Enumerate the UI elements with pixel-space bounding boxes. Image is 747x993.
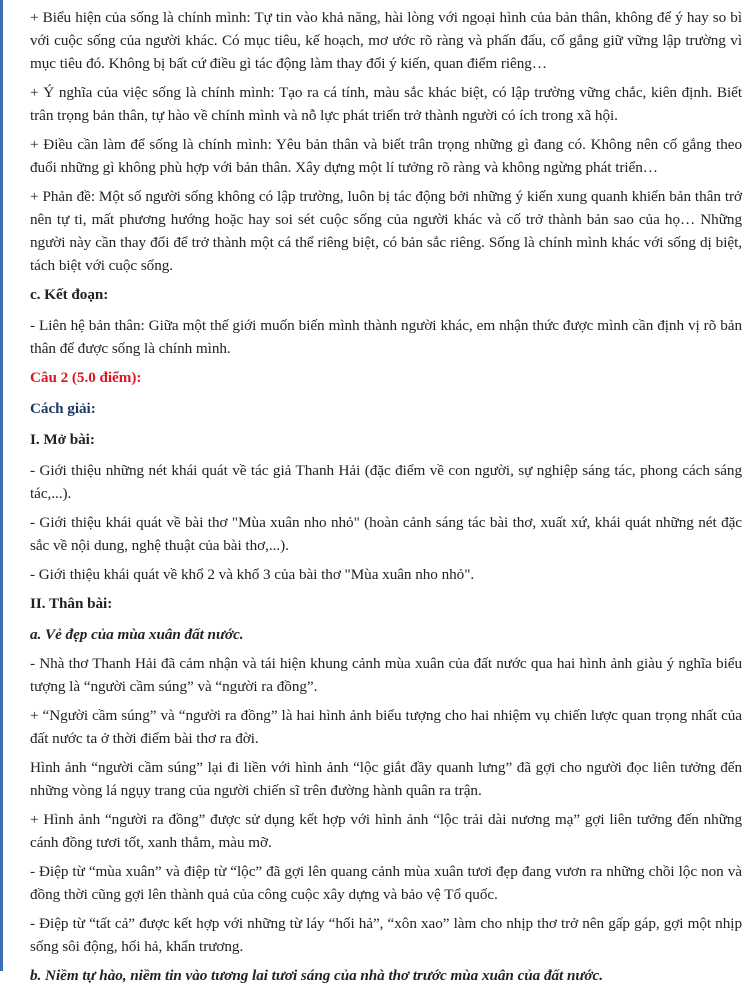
heading-than-bai: II. Thân bài: xyxy=(30,595,113,612)
paragraph-cam-nhan: - Nhà thơ Thanh Hải đã cảm nhận và tái hiện khung cảnh mùa xuân của đất nước qua hai hình ảnh giàu ý nghĩa biểu tượng là “người cầm súng” và “người ra đồng”. xyxy=(30,655,742,695)
paragraph-hai-hinh-anh: + “Người cầm súng” và “người ra đồng” là hai hình ảnh biểu tượng cho hai nhiệm vụ chiến lược quan trọng nhất của đất nước ta ở thời điểm bài thơ ra đời. xyxy=(30,707,742,747)
paragraph-nguoi-ra-dong: + Hình ảnh “người ra đồng” được sử dụng kết hợp với hình ảnh “lộc trải dài nương mạ” gợi liên tưởng đến những cánh đồng tươi tốt, xanh thẳm, màu mỡ. xyxy=(30,811,742,851)
heading-niem-tu-hao: b. Niềm tự hào, niềm tin vào tương lai tươi sáng của nhà thơ trước mùa xuân của đất nước. xyxy=(30,967,603,984)
paragraph-gioi-thieu-kho: - Giới thiệu khái quát về khổ 2 và khổ 3 của bài thơ "Mùa xuân nho nhỏ". xyxy=(30,566,475,583)
heading-mo-bai: I. Mở bài: xyxy=(30,431,95,448)
paragraph-y-nghia: + Ý nghĩa của việc sống là chính mình: Tạo ra cá tính, màu sắc khác biệt, có lập trường vững chắc, kiên định. Biết trân trọng bản thân, tự hào về chính mình và nỗ lực phát triển trở thành người có ích trong xã hội. xyxy=(30,84,742,124)
paragraph-bieu-hien: + Biểu hiện của sống là chính mình: Tự tin vào khả năng, hài lòng với ngoại hình của bản thân, không để ý hay so bì với cuộc sống của người khác. Có mục tiêu, kế hoạch, mơ ước rõ ràng và phấn đấu, cố gắng giữ vững lập trường vì mục tiêu đó. Không bị bất cứ điều gì tác động làm thay đổi ý kiến, quan điểm riêng… xyxy=(30,9,742,72)
heading-cach-giai: Cách giải: xyxy=(30,400,96,417)
heading-ve-dep-mua-xuan: a. Vẻ đẹp của mùa xuân đất nước. xyxy=(30,626,244,643)
heading-cau-2: Câu 2 (5.0 điểm): xyxy=(30,369,142,386)
page-left-border xyxy=(0,0,3,971)
paragraph-gioi-thieu-tac-gia: - Giới thiệu những nét khái quát về tác giả Thanh Hải (đặc điểm về con người, sự nghiệp sáng tác, phong cách sáng tác,...). xyxy=(30,462,742,502)
paragraph-lien-he: - Liên hệ bản thân: Giữa một thế giới muốn biến mình thành người khác, em nhận thức được mình cần định vị rõ bản thân để được sống là chính mình. xyxy=(30,317,742,357)
paragraph-diep-tu-tat-ca: - Điệp từ “tất cả” được kết hợp với những từ láy “hối hả”, “xôn xao” làm cho nhịp thơ trở nên gấp gáp, gợi một nhịp sống sôi động, hối hả, khẩn trương. xyxy=(30,915,742,955)
paragraph-dieu-can-lam: + Điều cần làm để sống là chính mình: Yêu bản thân và biết trân trọng những gì đang có. Không nên cố gắng theo đuổi những gì không phù hợp với bản thân. Xây dựng một lí tưởng rõ ràng và không ngừng phát triển… xyxy=(30,136,742,176)
heading-ket-doan: c. Kết đoạn: xyxy=(30,286,109,303)
paragraph-gioi-thieu-bai-tho: - Giới thiệu khái quát về bài thơ "Mùa xuân nho nhỏ" (hoàn cảnh sáng tác bài thơ, xuất xứ, khái quát những nét đặc sắc về nội dung, nghệ thuật của bài thơ,...). xyxy=(30,514,742,554)
paragraph-nguoi-cam-sung: Hình ảnh “người cầm súng” lại đi liền với hình ảnh “lộc giắt đầy quanh lưng” đã gợi cho người đọc liên tưởng đến những vòng lá ngụy trang của người chiến sĩ trên đường hành quân ra trận. xyxy=(30,759,742,799)
paragraph-phan-de: + Phản đề: Một số người sống không có lập trường, luôn bị tác động bởi những ý kiến xung quanh khiến bản thân trở nên tự ti, mất phương hướng hoặc hay soi sét cuộc sống của người khác và cố trở thành bản sao của họ… Những người này cần thay đổi để trở thành một cá thể riêng biệt, có bản sắc riêng. Sống là chính mình khác với sống dị biệt, tách biệt với cuộc sống. xyxy=(30,188,742,274)
paragraph-diep-tu-mua-xuan: - Điệp từ “mùa xuân” và điệp từ “lộc” đã gợi lên quang cảnh mùa xuân tươi đẹp đang vươn ra những chồi lộc non và đồng thời cũng gợi lên thành quả của công cuộc xây dựng và bảo vệ Tổ quốc. xyxy=(30,863,742,903)
document-body xyxy=(30,6,742,993)
